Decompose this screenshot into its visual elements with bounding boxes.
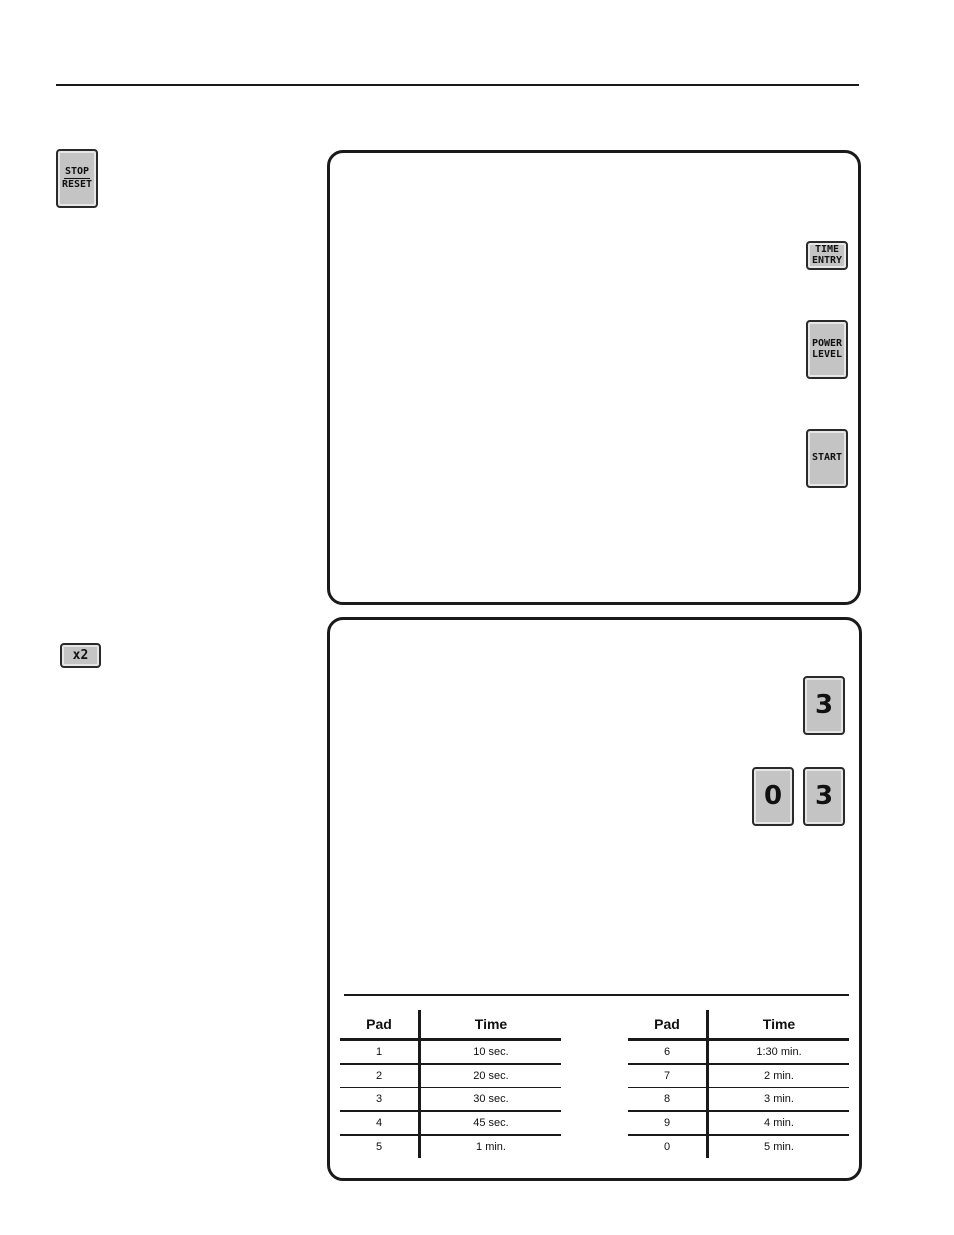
time-entry-top-label: TIME: [814, 244, 840, 255]
table-row: [628, 1040, 849, 1065]
pad-cell: 9: [628, 1111, 708, 1135]
number-3-second-label: 3: [814, 780, 834, 811]
time-cell: 30 sec.: [420, 1088, 562, 1112]
stop-reset-button[interactable]: [56, 149, 98, 208]
number-3-second-button[interactable]: [803, 767, 845, 826]
time-entry-button[interactable]: [806, 241, 848, 270]
header-rule: [56, 84, 859, 86]
power-label: POWER: [811, 338, 843, 349]
table-row: [628, 1111, 849, 1135]
number-3-label: 3: [814, 689, 834, 720]
pad-header: Pad: [340, 1010, 420, 1040]
number-0-button[interactable]: [752, 767, 794, 826]
pad-cell: 5: [340, 1135, 420, 1158]
level-label: LEVEL: [811, 348, 843, 360]
pad-header: Pad: [628, 1010, 708, 1040]
time-cell: 3 min.: [708, 1088, 850, 1112]
table-row: [340, 1111, 561, 1135]
table-row: [340, 1088, 561, 1112]
x2-label: x2: [72, 647, 89, 663]
time-header: Time: [420, 1010, 562, 1040]
time-entry-bottom-label: ENTRY: [811, 254, 843, 266]
start-button[interactable]: [806, 429, 848, 488]
pad-cell: 4: [340, 1111, 420, 1135]
pad-time-table-right: [628, 1010, 849, 1158]
number-3-button[interactable]: [803, 676, 845, 735]
pad-cell: 7: [628, 1064, 708, 1088]
panel-time-entry: [327, 150, 861, 605]
pad-cell: 3: [340, 1088, 420, 1112]
time-cell: 20 sec.: [420, 1064, 562, 1088]
time-header: Time: [708, 1010, 850, 1040]
pad-cell: 6: [628, 1040, 708, 1065]
pad-cell: 8: [628, 1088, 708, 1112]
table-row: [340, 1064, 561, 1088]
reset-label: RESET: [61, 179, 93, 190]
stop-label: STOP: [64, 165, 90, 177]
table-header-row: [628, 1010, 849, 1040]
table-row: [340, 1135, 561, 1158]
table-row: [340, 1040, 561, 1065]
table-header-row: [340, 1010, 561, 1040]
table-divider: [344, 994, 849, 996]
power-level-button[interactable]: [806, 320, 848, 379]
time-cell: 4 min.: [708, 1111, 850, 1135]
pad-cell: 1: [340, 1040, 420, 1065]
table-row: [628, 1135, 849, 1158]
start-label: START: [811, 452, 843, 464]
table-row: [628, 1088, 849, 1112]
pad-time-table-left: [340, 1010, 561, 1158]
time-cell: 45 sec.: [420, 1111, 562, 1135]
pad-cell: 0: [628, 1135, 708, 1158]
number-0-label: 0: [763, 780, 783, 811]
time-cell: 5 min.: [764, 1141, 794, 1153]
time-cell: 2 min.: [708, 1064, 850, 1088]
x2-button[interactable]: [60, 643, 101, 668]
time-cell: 1:30 min.: [708, 1040, 850, 1065]
table-row: [628, 1064, 849, 1088]
time-cell: 1 min.: [476, 1141, 506, 1153]
pad-cell: 2: [340, 1064, 420, 1088]
time-cell: 10 sec.: [420, 1040, 562, 1065]
